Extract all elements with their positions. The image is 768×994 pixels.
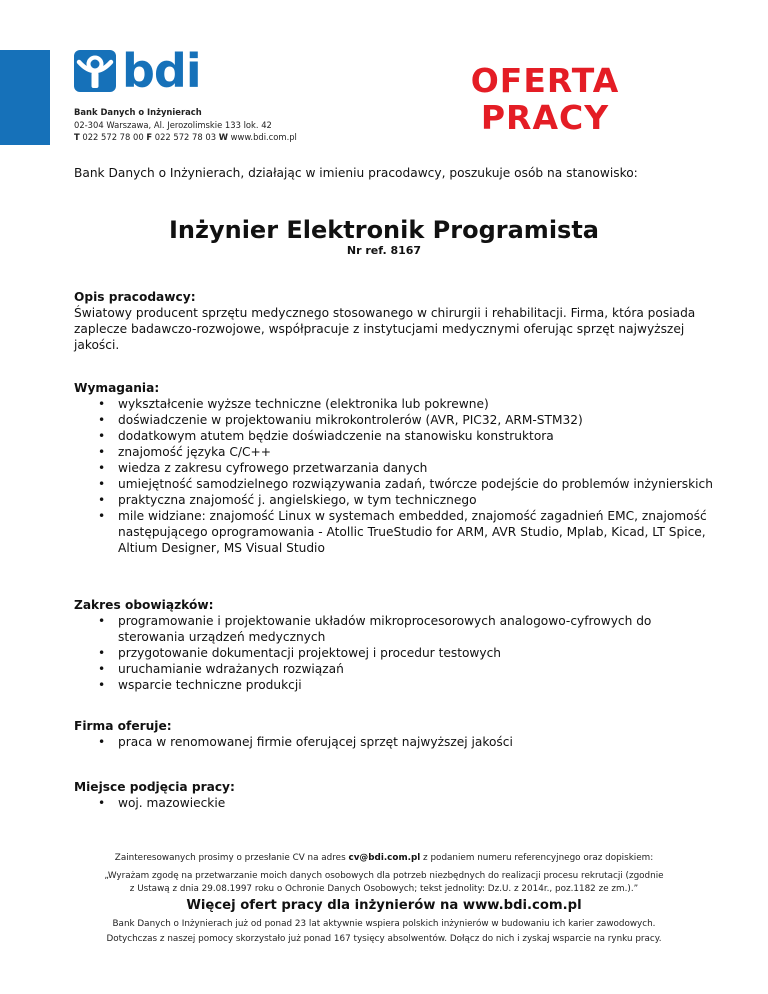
- job-reference: Nr ref. 8167: [346, 244, 422, 257]
- employer-text: Światowy producent sprzętu medycznego stosowanego w chirurgii i rehabilitacji. Firma, która posiada zaplecze badawczo-rozwojowe, współpracuje z instytucjami medycznymi oferując sprzęt najwyższej jakości.: [74, 306, 696, 352]
- apply-email[interactable]: cv@bdi.com.pl: [348, 853, 421, 863]
- list-item: • wiedza z zakresu cyfrowego przetwarzania danych: [74, 460, 714, 476]
- web-address[interactable]: www.bdi.com.pl: [230, 132, 297, 142]
- requirements-list: [74, 396, 714, 556]
- offer-list: [74, 734, 714, 750]
- requirements-heading: Wymagania:: [74, 381, 160, 395]
- list-item: • wsparcie techniczne produkcji: [74, 677, 714, 693]
- apply-prefix: Zainteresowanych prosimy o przesłanie CV na adres: [114, 853, 349, 863]
- location-section: [74, 779, 714, 811]
- contact-line: [74, 131, 297, 144]
- company-address: 02-304 Warszawa, Al. Jerozolimskie 133 lok. 42: [74, 119, 272, 130]
- list-item: • wykształcenie wyższe techniczne (elektronika lub pokrewne): [74, 396, 714, 412]
- about-line-2: Dotychczas z naszej pomocy skorzystało już ponad 167 tysięcy absolwentów. Dołącz do nich i zyskaj wsparcie na rynku pracy.: [106, 934, 662, 944]
- company-contact: [74, 106, 297, 144]
- duties-heading: Zakres obowiązków:: [74, 598, 214, 612]
- list-item: • praca w renomowanej firmie oferującej sprzęt najwyższej jakości: [74, 734, 714, 750]
- bdi-logo: [74, 44, 201, 98]
- list-item: • dodatkowym atutem będzie doświadczenie na stanowisku konstruktora: [74, 428, 714, 444]
- list-item: • mile widziane: znajomość Linux w systemach embedded, znajomość zagadnień EMC, znajomość następującego oprogramowania - Atollic TrueStudio for ARM, AVR Studio, Mplab, Kicad, LT Spice, Altium Designer, MS Visual Studio: [74, 508, 714, 556]
- fax-label: F: [146, 132, 153, 142]
- job-title: Inżynier Elektronik Programista: [168, 216, 599, 244]
- about-line-1: Bank Danych o Inżynierach już od ponad 23 lat aktywnie wspiera polskich inżynierów w budowaniu ich karier zawodowych.: [112, 919, 656, 929]
- consent-line-1: „Wyrażam zgodę na przetwarzanie moich danych osobowych dla potrzeb niezbędnych do realizacji procesu rekrutacji (zgodnie: [104, 871, 664, 881]
- list-item: • doświadczenie w projektowaniu mikrokontrolerów (AVR, PIC32, ARM-STM32): [74, 412, 714, 428]
- location-heading: Miejsce podjęcia pracy:: [74, 780, 235, 794]
- more-offers-link[interactable]: Więcej ofert pracy dla inżynierów na www.bdi.com.pl: [186, 898, 582, 913]
- requirements-section: [74, 380, 714, 556]
- employer-section: [74, 289, 714, 353]
- phone-number: 022 572 78 00: [82, 132, 144, 142]
- company-name: Bank Danych o Inżynierach: [74, 107, 202, 117]
- offer-title-line2: PRACY: [480, 98, 610, 137]
- person-icon: [74, 50, 116, 92]
- list-item: • woj. mazowieckie: [74, 795, 714, 811]
- web-label: W: [218, 132, 228, 142]
- fax-number: 022 572 78 03: [154, 132, 217, 142]
- list-item: • znajomość języka C/C++: [74, 444, 714, 460]
- offer-title-line1: OFERTA: [470, 61, 620, 100]
- intro-text: Bank Danych o Inżynierach, działając w imieniu pracodawcy, poszukuje osób na stanowisko:: [74, 166, 638, 180]
- duties-list: [74, 613, 714, 693]
- offer-section: [74, 718, 714, 750]
- list-item: • praktyczna znajomość j. angielskiego, w tym technicznego: [74, 492, 714, 508]
- list-item: • uruchamianie wdrażanych rozwiązań: [74, 661, 714, 677]
- duties-section: [74, 597, 714, 693]
- logo-text: bdi: [122, 44, 201, 98]
- consent-line-2: z Ustawą z dnia 29.08.1997 roku o Ochronie Danych Osobowych; tekst jednolity: Dz.U. z 2014r., poz.1182 ze zm.).”: [129, 884, 639, 894]
- list-item: • umiejętność samodzielnego rozwiązywania zadań, twórcze podejście do problemów inżynierskich: [74, 476, 714, 492]
- offer-title: [450, 62, 640, 136]
- list-item: • programowanie i projektowanie układów mikroprocesorowych analogowo-cyfrowych do sterowania urządzeń medycznych: [74, 613, 714, 645]
- apply-line: [40, 853, 728, 863]
- offer-heading: Firma oferuje:: [74, 719, 172, 733]
- brand-side-bar: [0, 50, 50, 145]
- location-list: [74, 795, 714, 811]
- apply-suffix: z podaniem numeru referencyjnego oraz dopiskiem:: [420, 853, 654, 863]
- phone-label: T: [74, 132, 80, 142]
- employer-heading: Opis pracodawcy:: [74, 290, 196, 304]
- list-item: • przygotowanie dokumentacji projektowej i procedur testowych: [74, 645, 714, 661]
